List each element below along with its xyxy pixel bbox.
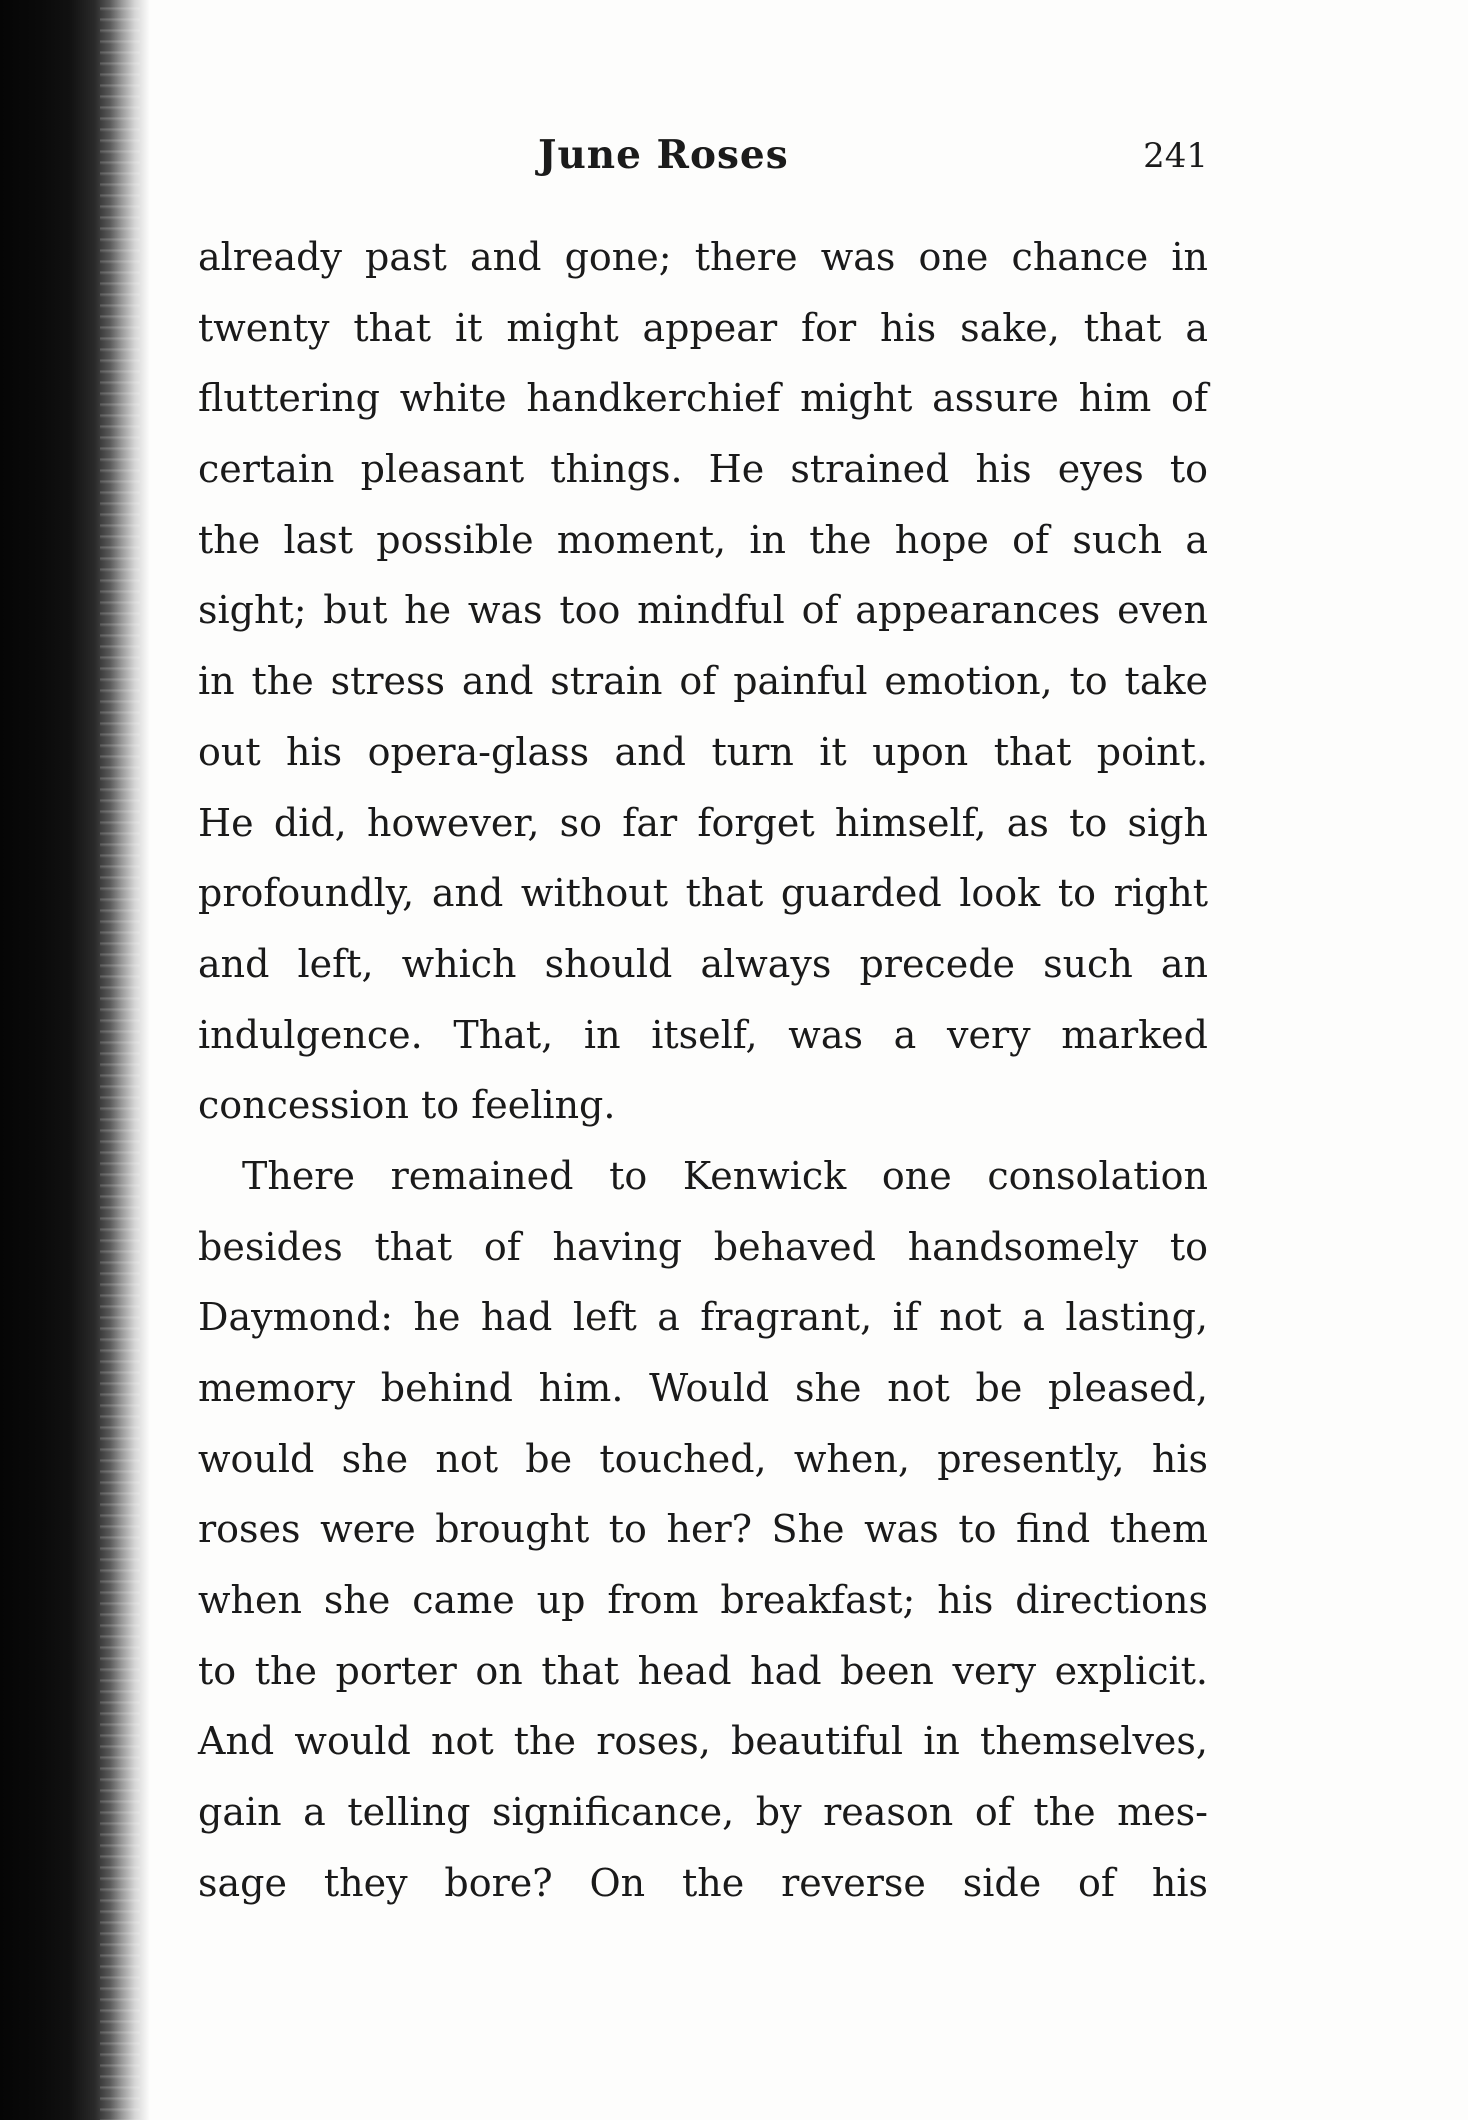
text-line: indulgence. That, in itself, was a very marked [198, 1012, 1208, 1057]
text-line-paragraph-start: There remained to Kenwick one consolation [242, 1153, 1208, 1198]
body-text [198, 222, 1208, 1919]
text-line: gain a telling significance, by reason of the mes- [198, 1790, 1208, 1835]
text-line: would she not be touched, when, presently, his [198, 1436, 1208, 1481]
text-line: He did, however, so far forget himself, as to sigh [198, 800, 1208, 845]
text-line: Daymond: he had left a fragrant, if not a lasting, [198, 1295, 1208, 1340]
text-line: besides that of having behaved handsomely to [198, 1224, 1208, 1269]
text-line: the last possible moment, in the hope of such a [198, 517, 1208, 562]
text-line: And would not the roses, beautiful in themselves, [198, 1719, 1208, 1764]
text-line: to the porter on that head had been very explicit. [198, 1648, 1208, 1693]
text-line-paragraph-end: concession to feeling. [198, 1083, 616, 1128]
text-line: sight; but he was too mindful of appearances even [198, 588, 1208, 633]
text-line: and left, which should always precede such an [198, 941, 1208, 986]
text-line: roses were brought to her? She was to find them [198, 1507, 1208, 1552]
text-line: when she came up from breakfast; his directions [198, 1578, 1208, 1623]
text-line: out his opera-glass and turn it upon that point. [198, 729, 1208, 774]
text-line: profoundly, and without that guarded look to right [198, 871, 1208, 916]
running-header [198, 128, 1208, 188]
text-line: sage they bore? On the reverse side of his [198, 1860, 1208, 1905]
text-line: memory behind him. Would she not be pleased, [198, 1366, 1208, 1410]
page-number: 241 [1143, 136, 1208, 176]
running-title: June Roses [538, 132, 789, 178]
text-line: fluttering white handkerchief might assure him of [198, 376, 1208, 421]
text-line: in the stress and strain of painful emotion, to take [198, 659, 1208, 704]
spine-scan-texture [100, 0, 140, 2120]
text-line: twenty that it might appear for his sake, that a [198, 305, 1208, 350]
text-line: certain pleasant things. He strained his eyes to [198, 447, 1208, 492]
text-line: already past and gone; there was one chance in [198, 235, 1208, 279]
